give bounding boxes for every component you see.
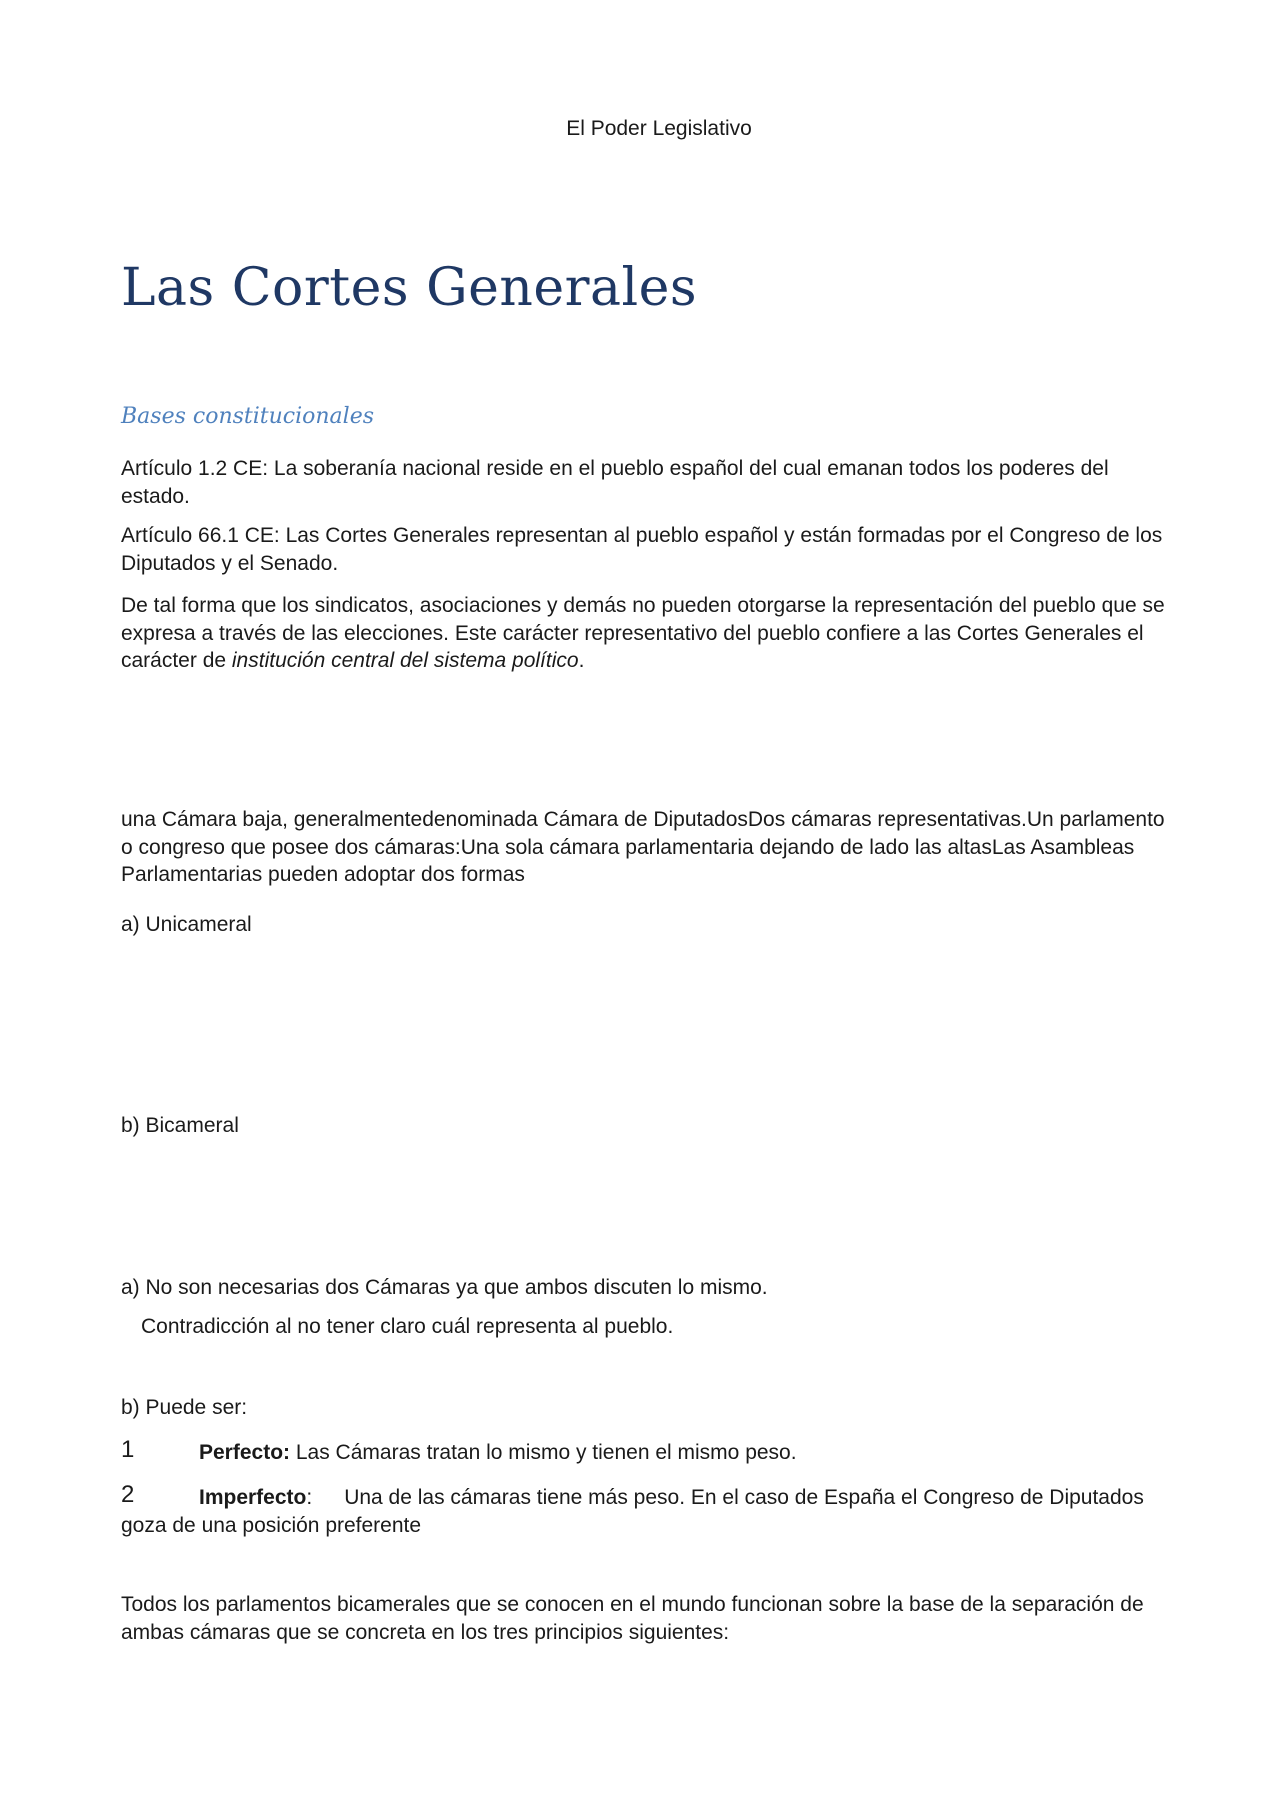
paragraph-sindicatos-text: De tal forma que los sindicatos, asociaciones y demás no pueden otorgarse la representación del pueblo que se expresa a través de las elecciones. Este carácter representativo del pueblo confiere a las Cortes Generales el carácter de — [121, 594, 1165, 672]
paragraph-sindicatos — [121, 592, 1171, 675]
list-item-term: Perfecto: — [199, 1441, 291, 1464]
list-item-text — [199, 1484, 1144, 1512]
list-item-text — [199, 1439, 797, 1467]
paragraph-contradiccion: Contradicción al no tener claro cuál representa al pueblo. — [141, 1315, 674, 1338]
paragraph-camara-baja: una Cámara baja, generalmentedenominada Cámara de DiputadosDos cámaras representativas.Un parlamento o congreso que posee dos cámaras:Una sola cámara parlamentaria dejando de lado las altasLas Asambleas Parlamentarias pueden adoptar dos formas — [121, 808, 1165, 886]
paragraph-bicameral: b) Bicameral — [121, 1114, 239, 1137]
list-item-number: 1 — [121, 1436, 135, 1463]
list-item-description: Una de las cámaras tiene más peso. En el caso de España el Congreso de Diputados — [344, 1486, 1144, 1509]
list-item-colon: : — [306, 1486, 313, 1509]
list-item-number: 2 — [121, 1481, 135, 1508]
heading-bases-constitucionales: Bases constitucionales — [121, 404, 375, 429]
paragraph-articulo-66-1: Artículo 66.1 CE: Las Cortes Generales representan al pueblo español y están formadas por el Congreso de los Diputados y el Senado. — [121, 524, 1163, 575]
paragraph-articulo-1-2: Artículo 1.2 CE: La soberanía nacional reside en el pueblo español del cual emanan todos los poderes del estado. — [121, 457, 1109, 508]
list-item-term: Imperfecto — [199, 1486, 307, 1509]
paragraph-sindicatos-emphasis: institución central del sistema político — [231, 649, 579, 672]
paragraph-todos-los-parlamentos: Todos los parlamentos bicamerales que se conocen en el mundo funcionan sobre la base de la separación de ambas cámaras que se concreta en los tres principios siguientes: — [121, 1593, 1144, 1644]
page-header-title: El Poder Legislativo — [566, 117, 752, 140]
heading-las-cortes-generales: Las Cortes Generales — [121, 258, 698, 318]
paragraph-puede-ser: b) Puede ser: — [121, 1396, 248, 1419]
paragraph-unicameral: a) Unicameral — [121, 913, 252, 936]
list-item-description: Las Cámaras tratan lo mismo y tienen el mismo peso. — [290, 1441, 797, 1464]
list-item-continuation: goza de una posición preferente — [121, 1514, 422, 1537]
paragraph-no-necesarias: a) No son necesarias dos Cámaras ya que ambos discuten lo mismo. — [121, 1276, 768, 1299]
paragraph-sindicatos-end: . — [578, 649, 585, 672]
